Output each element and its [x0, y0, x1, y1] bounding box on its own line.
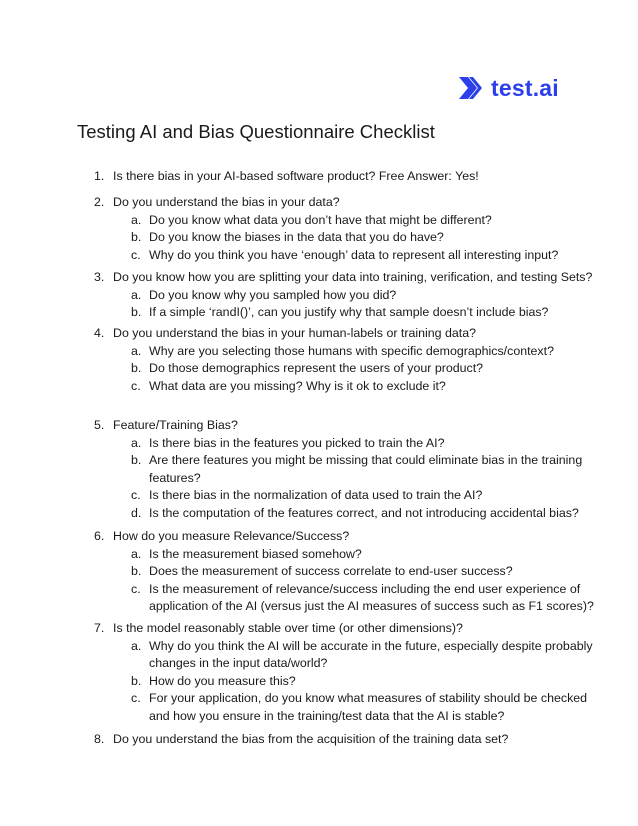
item-number: 5.: [94, 418, 105, 432]
item-number: 2.: [94, 195, 105, 209]
sub-item-letter: a.: [131, 638, 142, 653]
sub-item-letter: b.: [131, 305, 142, 320]
sub-item-letter: a.: [131, 435, 142, 450]
item-number: 1.: [94, 169, 105, 183]
sub-item-text: and how you ensure in the training/test data that the AI is stable?: [149, 709, 505, 723]
sub-item-text: Is there bias in the normalization of data used to train the AI?: [149, 488, 483, 503]
question-text: Do you understand the bias in your human-labels or training data?: [113, 326, 476, 340]
item-number: 7.: [94, 621, 105, 635]
double-chevron-icon: [457, 74, 485, 102]
sub-item-letter: b.: [131, 673, 142, 688]
sub-item-text: Is there bias in the features you picked to train the AI?: [149, 435, 445, 450]
sub-item-text: application of the AI (versus just the AI measures of success such as F1 scores)?: [149, 599, 594, 614]
sub-item-letter: d.: [131, 506, 142, 520]
sub-item-text: Why are you selecting those humans with specific demographics/context?: [149, 343, 554, 358]
question-text: Do you know how you are splitting your data into training, verification, and testing Sets?: [113, 270, 593, 284]
item-number: 3.: [94, 270, 105, 284]
sub-item-text: Are there features you might be missing that could eliminate bias in the training: [149, 453, 583, 468]
sub-item-text: Does the measurement of success correlate to end-user success?: [149, 564, 513, 579]
sub-item-text: Do you know why you sampled how you did?: [149, 287, 397, 302]
sub-item-text: Is the computation of the features correct, and not introducing accidental bias?: [149, 506, 579, 520]
sub-item-text: Do those demographics represent the users of your product?: [149, 361, 484, 376]
sub-item-text: changes in the input data/world?: [149, 656, 328, 671]
sub-item-text: Why do you think you have ‘enough’ data to represent all interesting input?: [149, 247, 559, 262]
sub-item-text: features?: [149, 470, 201, 485]
question-text: Is the model reasonably stable over time (or other dimensions)?: [113, 621, 463, 635]
item-number: 4.: [94, 326, 105, 340]
sub-item-text: What data are you missing? Why is it ok to exclude it?: [149, 378, 446, 393]
question-text: Is there bias in your AI-based software product? Free Answer: Yes!: [113, 169, 479, 183]
sub-item-letter: c.: [131, 488, 141, 503]
sub-item-text: Is the measurement of relevance/success including the end user experience of: [149, 581, 581, 596]
sub-item-letter: c.: [131, 691, 141, 706]
sub-item-text: If a simple ‘randI()’, can you justify why that sample doesn’t include bias?: [149, 305, 549, 320]
sub-item-text: How do you measure this?: [149, 673, 296, 688]
sub-item-letter: c.: [131, 378, 141, 393]
sub-item-letter: a.: [131, 343, 142, 358]
sub-item-letter: c.: [131, 247, 141, 262]
sub-item-letter: a.: [131, 546, 142, 561]
page-title: Testing AI and Bias Questionnaire Checklist: [77, 121, 435, 142]
sub-item-text: Why do you think the AI will be accurate in the future, especially despite probably: [149, 638, 593, 653]
question-text: Feature/Training Bias?: [113, 418, 238, 432]
sub-item-text: For your application, do you know what measures of stability should be checked: [149, 691, 588, 706]
sub-item-letter: a.: [131, 287, 142, 302]
sub-item-letter: b.: [131, 361, 142, 376]
sub-item-text: Is the measurement biased somehow?: [149, 546, 362, 561]
sub-item-text: Do you know the biases in the data that you do have?: [149, 230, 444, 245]
sub-item-letter: a.: [131, 212, 142, 227]
item-number: 6.: [94, 529, 105, 543]
item-number: 8.: [94, 732, 105, 746]
test-ai-logo: [457, 74, 559, 102]
question-text: Do you understand the bias in your data?: [113, 195, 340, 209]
sub-item-letter: c.: [131, 581, 141, 596]
sub-item-letter: b.: [131, 453, 142, 468]
question-text: How do you measure Relevance/Success?: [113, 529, 350, 543]
sub-item-text: Do you know what data you don’t have that might be different?: [149, 212, 492, 227]
sub-item-letter: b.: [131, 564, 142, 579]
logo-text: test.ai: [491, 74, 559, 101]
question-text: Do you understand the bias from the acquisition of the training data set?: [113, 732, 509, 746]
sub-item-letter: b.: [131, 230, 142, 245]
